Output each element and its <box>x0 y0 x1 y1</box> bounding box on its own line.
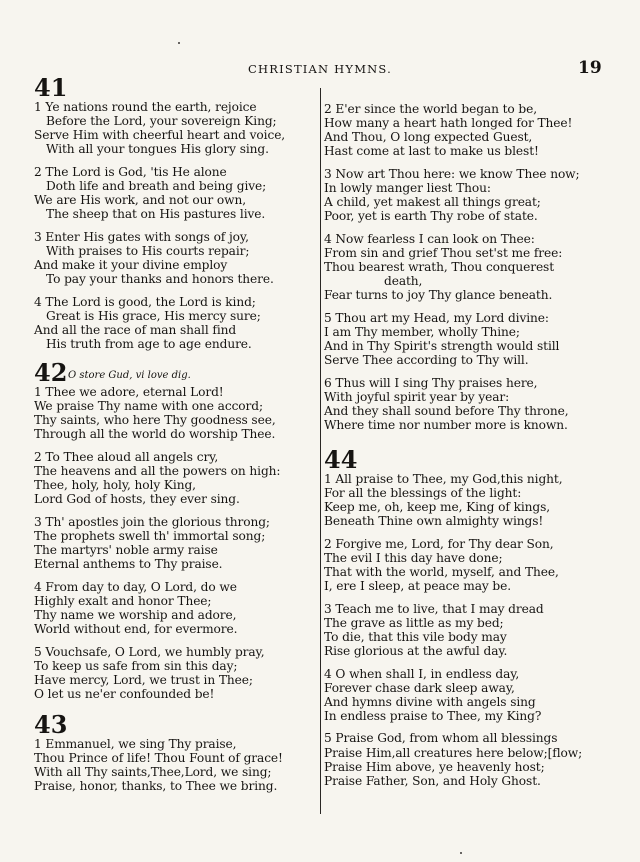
verse-line: And Thou, O long expected Guest, <box>324 130 533 145</box>
verse-line: To keep us safe from sin this day; <box>34 658 238 673</box>
verse-line: death, <box>384 274 423 289</box>
verse-line: To pay your thanks and honors there. <box>46 272 274 287</box>
hymn-43-stanza-1 <box>34 737 320 793</box>
verse-line: Great is His grace, His mercy sure; <box>46 308 261 323</box>
hymn-44-stanza-3 <box>324 602 604 658</box>
verse-line: 6 Thus will I sing Thy praises here, <box>324 375 538 390</box>
verse-line: World without end, for evermore. <box>34 621 238 636</box>
verse-line: Thou Prince of life! Thou Fount of grace! <box>34 750 283 765</box>
hymn-44-stanza-4 <box>324 667 604 723</box>
verse-line: Highly exalt and honor Thee; <box>34 593 212 608</box>
verse-line: Praise, honor, thanks, to Thee we bring. <box>34 779 278 794</box>
verse-line: Have mercy, Lord, we trust in Thee; <box>34 672 253 687</box>
verse-line: How many a heart hath longed for Thee! <box>324 116 573 131</box>
hymn-43-stanza-5 <box>324 311 604 367</box>
verse-line: That with the world, myself, and Thee, <box>324 565 559 580</box>
verse-line: And they shall sound before Thy throne, <box>324 403 569 418</box>
running-title: CHRISTIAN HYMNS. <box>248 62 392 76</box>
verse-line: Serve Thee according to Thy will. <box>324 353 529 367</box>
page-number: 19 <box>578 58 602 78</box>
left-column <box>34 75 320 793</box>
right-column <box>324 102 604 788</box>
hymn-number: 44 <box>324 444 358 474</box>
hymn-42-stanza-1 <box>34 385 320 441</box>
verse-line: In endless praise to Thee, my King? <box>324 708 542 723</box>
hymn-44-stanza-5 <box>324 731 604 787</box>
verse-line: For all the blessings of the light: <box>324 486 522 501</box>
verse-line: Thy saints, who here Thy goodness see, <box>34 413 276 428</box>
verse-line: 4 O when shall I, in endless day, <box>324 666 520 681</box>
verse-line: 2 E'er since the world began to be, <box>324 102 538 116</box>
verse-line: To die, that this vile body may <box>324 629 507 644</box>
verse-line: We praise Thy name with one accord; <box>34 399 263 414</box>
verse-line: 1 Thee we adore, eternal Lord! <box>34 385 224 399</box>
hymn-42-heading <box>34 358 320 387</box>
hymn-41-stanza-2 <box>34 165 320 221</box>
verse-line: 4 From day to day, O Lord, do we <box>34 579 237 594</box>
verse-line: Through all the world do worship Thee. <box>34 427 276 442</box>
verse-line: And in Thy Spirit's strength would still <box>324 338 560 353</box>
verse-line: The evil I this day have done; <box>324 550 503 565</box>
verse-line: Praise Him above, ye heavenly host; <box>324 759 545 774</box>
verse-line: 1 Ye nations round the earth, rejoice <box>34 100 257 114</box>
hymn-number: 42 <box>34 358 68 387</box>
verse-line: Keep me, oh, keep me, King of kings, <box>324 500 551 515</box>
verse-line: 3 Now art Thou here: we know Thee now; <box>324 166 580 181</box>
verse-line: 3 Enter His gates with songs of joy, <box>34 229 249 244</box>
verse-line: With praises to His courts repair; <box>46 243 250 258</box>
verse-line: 3 Teach me to live, that I may dread <box>324 601 544 616</box>
verse-line: Praise Father, Son, and Holy Ghost. <box>324 773 541 788</box>
verse-line: Thou bearest wrath, Thou conquerest <box>324 259 555 274</box>
verse-line: Poor, yet is earth Thy robe of state. <box>324 209 538 224</box>
hymn-41-stanza-4 <box>34 295 320 351</box>
verse-line: Serve Him with cheerful heart and voice, <box>34 128 286 143</box>
hymn-43-stanza-4 <box>324 232 604 302</box>
verse-line: Fear turns to joy Thy glance beneath. <box>324 288 553 303</box>
verse-line: The prophets swell th' immortal song; <box>34 528 266 543</box>
verse-line: 4 Now fearless I can look on Thee: <box>324 231 535 246</box>
verse-line: And make it your divine employ <box>34 257 228 272</box>
verse-line: 2 Forgive me, Lord, for Thy dear Son, <box>324 536 554 551</box>
verse-line: I, ere I sleep, at peace may be. <box>324 579 512 594</box>
verse-line: With all Thy saints,Thee,Lord, we sing; <box>34 765 272 780</box>
verse-line: 3 Th' apostles join the glorious throng; <box>34 514 270 529</box>
verse-line: A child, yet makest all things great; <box>324 195 541 210</box>
verse-line: I am Thy member, wholly Thine; <box>324 324 520 339</box>
hymn-43-stanza-2 <box>324 102 604 158</box>
hymn-41-heading <box>34 73 320 102</box>
verse-line: With all your tongues His glory sing. <box>46 142 269 157</box>
hymn-number: 41 <box>34 73 68 102</box>
verse-line: Doth life and breath and being give; <box>46 178 267 193</box>
verse-line: Thee, holy, holy, holy King, <box>34 478 196 493</box>
verse-line: 5 Thou art my Head, my Lord divine: <box>324 310 549 325</box>
verse-line: The heavens and all the powers on high: <box>34 463 281 478</box>
verse-line: 5 Praise God, from whom all blessings <box>324 731 558 746</box>
verse-line: Beneath Thine own almighty wings! <box>324 514 544 529</box>
hymn-43-heading <box>34 709 320 739</box>
hymn-44-stanza-2 <box>324 537 604 593</box>
verse-line: Before the Lord, your sovereign King; <box>46 114 277 129</box>
verse-line: We are His work, and not our own, <box>34 193 247 208</box>
print-speck <box>460 852 462 854</box>
hymn-44-heading <box>324 444 604 474</box>
hymn-42-stanza-2 <box>34 450 320 506</box>
hymn-41-stanza-3 <box>34 230 320 286</box>
verse-line: And all the race of man shall find <box>34 322 237 337</box>
verse-line: 1 All praise to Thee, my God,this night, <box>324 471 563 486</box>
verse-line: O let us ne'er confounded be! <box>34 686 215 701</box>
verse-line: Where time nor number more is known. <box>324 417 568 432</box>
verse-line: From sin and grief Thou set'st me free: <box>324 245 563 260</box>
hymn-42-stanza-3 <box>34 515 320 571</box>
hymn-44-stanza-1 <box>324 472 604 528</box>
hymn-43-stanza-6 <box>324 376 604 432</box>
verse-line: Hast come at last to make us blest! <box>324 144 539 159</box>
verse-line: The grave as little as my bed; <box>324 615 504 630</box>
verse-line: The sheep that on His pastures live. <box>46 207 266 222</box>
hymn-41-stanza-1 <box>34 100 320 156</box>
verse-line: Eternal anthems to Thy praise. <box>34 557 223 572</box>
verse-line: In lowly manger liest Thou: <box>324 180 491 195</box>
verse-line: Praise Him,all creatures here below;[flow; <box>324 745 583 760</box>
verse-line: With joyful spirit year by year: <box>324 389 510 404</box>
verse-line: Forever chase dark sleep away, <box>324 680 515 695</box>
verse-line: 2 To Thee aloud all angels cry, <box>34 449 219 464</box>
verse-line: 4 The Lord is good, the Lord is kind; <box>34 294 256 309</box>
print-speck <box>178 42 180 44</box>
hymn-42-stanza-5 <box>34 645 320 701</box>
verse-line: Thy name we worship and adore, <box>34 607 237 622</box>
hymn-number: 43 <box>34 709 68 739</box>
hymn-42-stanza-4 <box>34 580 320 636</box>
verse-line: Lord God of hosts, they ever sing. <box>34 492 240 507</box>
verse-line: The martyrs' noble army raise <box>34 542 218 557</box>
hymn-subtitle: O store Gud, vi love dig. <box>68 370 191 381</box>
hymn-43-stanza-3 <box>324 167 604 223</box>
verse-line: And hymns divine with angels sing <box>324 694 536 709</box>
verse-line: 5 Vouchsafe, O Lord, we humbly pray, <box>34 644 265 659</box>
verse-line: His truth from age to age endure. <box>46 336 252 351</box>
verse-line: Rise glorious at the awful day. <box>324 644 508 658</box>
column-divider <box>320 88 321 814</box>
verse-line: 1 Emmanuel, we sing Thy praise, <box>34 736 237 751</box>
verse-line: 2 The Lord is God, 'tis He alone <box>34 164 227 179</box>
